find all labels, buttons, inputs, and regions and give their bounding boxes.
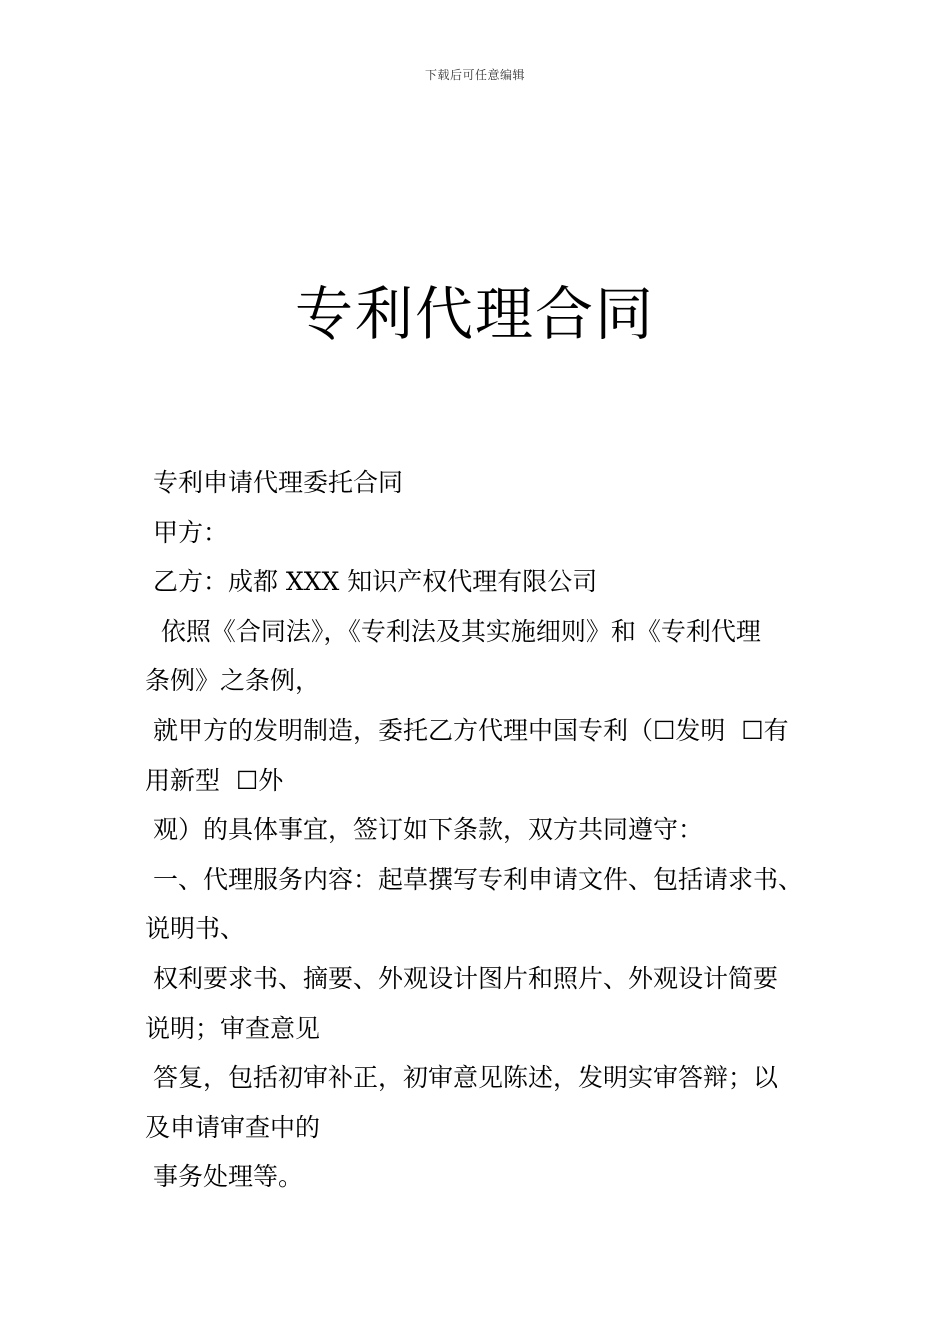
body-line: 依照《合同法》，《专利法及其实施细则》和《专利代理 bbox=[145, 616, 761, 646]
document-title: 专利代理合同 bbox=[294, 280, 655, 348]
body-line: 条例》之条例， bbox=[145, 666, 321, 696]
body-line: 观）的具体事宜，签订如下条款，双方共同遵守： bbox=[145, 815, 703, 845]
contract-body bbox=[145, 458, 835, 1202]
body-line: 答复，包括初审补正，初审意见陈述，发明实审答辩；以 bbox=[145, 1063, 778, 1093]
body-line: 说明；审查意见 bbox=[145, 1013, 321, 1043]
body-line: 就甲方的发明制造，委托乙方代理中国专利（☐发明 ☐有 bbox=[145, 715, 789, 745]
contract-subtitle: 专利申请代理委托合同 bbox=[145, 468, 403, 497]
body-line: 用新型 ☐外 bbox=[145, 765, 284, 795]
party-a-line: 甲方： bbox=[145, 517, 228, 547]
body-line: 及申请审查中的 bbox=[145, 1112, 321, 1142]
body-line: 权利要求书、摘要、外观设计图片和照片、外观设计简要 bbox=[145, 963, 778, 993]
clause-one-line: 一、代理服务内容：起草撰写专利申请文件、包括请求书、 bbox=[145, 864, 803, 894]
body-line: 事务处理等。 bbox=[145, 1162, 303, 1192]
page-header-note: 下载后可任意编辑 bbox=[424, 68, 525, 82]
body-line: 说明书、 bbox=[145, 914, 246, 944]
party-b-line: 乙方：成都 XXX 知识产权代理有限公司 bbox=[145, 567, 598, 597]
